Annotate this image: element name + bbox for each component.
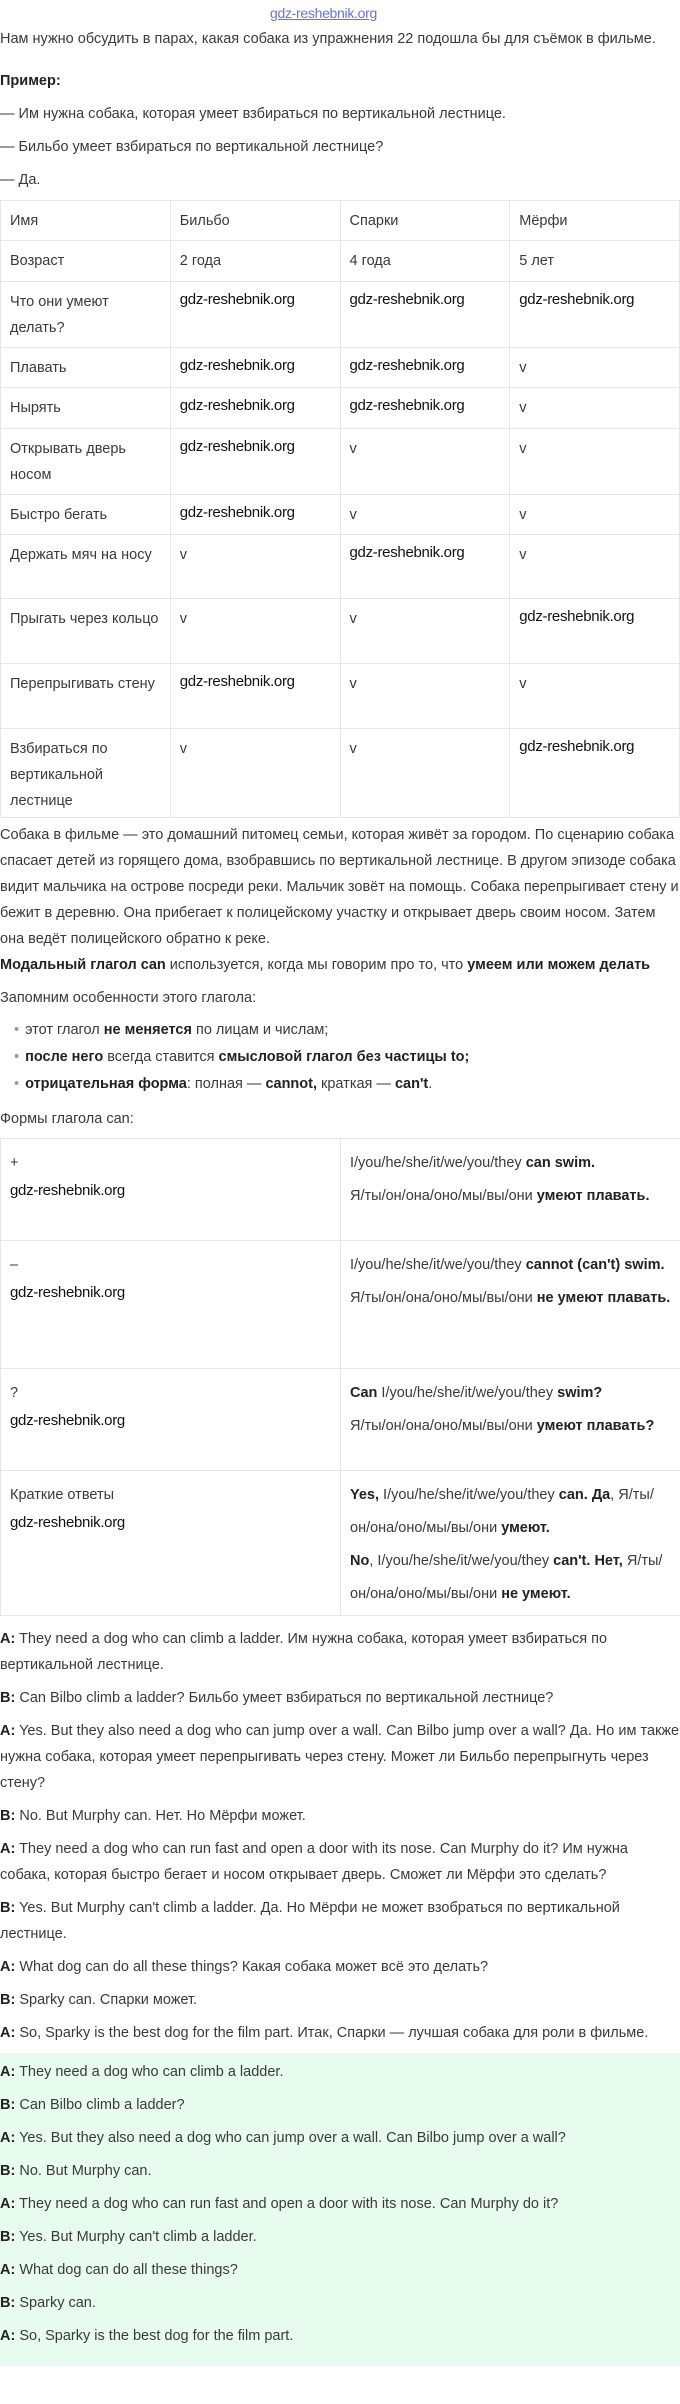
table-row: [1, 599, 680, 664]
table-cell: [340, 388, 510, 429]
watermark: gdz-reshebnik.org: [179, 673, 295, 690]
table-cell: [340, 348, 510, 388]
form-example: I/you/he/she/it/we/you/they cannot (can't) swim. Я/ты/он/она/оно/мы/вы/они не умеют плавать.: [341, 1241, 680, 1369]
watermark: gdz-reshebnik.org: [10, 1284, 125, 1301]
watermark: gdz-reshebnik.org: [179, 357, 295, 374]
dialogue-line: A: Yes. But they also need a dog who can jump over a wall. Can Bilbo jump over a wall? Да. Но им также нужна собака, которая умеет перепрыгивать через стену. Может ли Бильбо перепрыгнуть через стену?: [0, 1723, 680, 1791]
header-cell: Спарки: [340, 201, 510, 241]
table-cell: Держать мяч на носу: [1, 535, 171, 599]
table-row: [1, 429, 680, 495]
dialogue-line: A: They need a dog who can climb a ladder.: [0, 2064, 284, 2080]
dialogue-line: B: No. But Murphy can. Нет. Но Мёрфи может.: [0, 1808, 306, 1824]
table-cell: [510, 729, 680, 818]
table-cell: 4 года: [340, 241, 510, 282]
header-cell: Мёрфи: [510, 201, 680, 241]
table-cell: [510, 599, 680, 664]
remember-text: Запомним особенности этого глагола:: [0, 990, 257, 1006]
table-cell: Быстро бегать: [1, 495, 171, 535]
table-row: [1, 1139, 680, 1241]
table-cell: Взбираться по вертикальной лестнице: [1, 729, 171, 818]
table-cell: [170, 664, 340, 729]
table-cell: [170, 429, 340, 495]
example-block: [0, 68, 680, 193]
example-title: Пример:: [0, 73, 61, 89]
watermark: gdz-reshebnik.org: [519, 608, 635, 625]
table-cell: v: [170, 599, 340, 664]
table-cell: [340, 535, 510, 599]
table-row: [1, 241, 680, 282]
table-cell: v: [510, 348, 680, 388]
table-row: [1, 535, 680, 599]
header-cell: Имя: [1, 201, 171, 241]
table-row: [1, 388, 680, 429]
table-cell: [170, 348, 340, 388]
table-cell: [340, 282, 510, 348]
table-cell: v: [510, 664, 680, 729]
table-cell: 2 года: [170, 241, 340, 282]
table-cell: [170, 282, 340, 348]
watermark: gdz-reshebnik.org: [519, 738, 635, 755]
table-row: [1, 495, 680, 535]
table-cell: Перепрыгивать стену: [1, 664, 171, 729]
table-cell: Возраст: [1, 241, 171, 282]
watermark: gdz-reshebnik.org: [519, 291, 635, 308]
table-cell: v: [510, 388, 680, 429]
rules-block: [0, 952, 680, 1132]
forms-table: [0, 1138, 680, 1616]
table-row: [1, 348, 680, 388]
table-cell: Прыгать через кольцо: [1, 599, 171, 664]
table-cell: v: [510, 535, 680, 599]
form-label: Краткие ответы gdz-reshebnik.org: [1, 1471, 341, 1616]
table-row: [1, 1241, 680, 1369]
example-line: — Бильбо умеет взбираться по вертикальной лестнице?: [0, 139, 384, 155]
table-cell: v: [340, 729, 510, 818]
table-row: [1, 1369, 680, 1471]
dialogue-line: A: They need a dog who can run fast and open a door with its nose. Can Murphy do it? Им нужна собака, которая быстро бегает и носом открывает дверь. Сможет ли Мёрфи это сделать?: [0, 1841, 628, 1883]
form-label: ? gdz-reshebnik.org: [1, 1369, 341, 1471]
dialogue-line: A: They need a dog who can climb a ladder. Им нужна собака, которая умеет взбираться по вертикальной лестнице.: [0, 1631, 608, 1673]
dogs-table: [0, 200, 680, 818]
watermark: gdz-reshebnik.org: [10, 1514, 125, 1531]
features-list: [0, 1017, 680, 1098]
dialogue-line: B: Sparky can.: [0, 2295, 96, 2311]
form-example: Yes, I/you/he/she/it/we/you/they can. Да, Я/ты/он/она/оно/мы/вы/они умеют. No, I/you/he/she/it/we/you/they can't. Нет, Я/ты/он/она/оно/мы/вы/они не умеют.: [341, 1471, 680, 1616]
dialogue-with-translation: [0, 1626, 680, 2046]
watermark: gdz-reshebnik.org: [179, 438, 295, 455]
form-label: – gdz-reshebnik.org: [1, 1241, 341, 1369]
dialogue-line: B: No. But Murphy can.: [0, 2163, 152, 2179]
dialogue-line: B: Yes. But Murphy can't climb a ladder.: [0, 2229, 257, 2245]
table-cell: [170, 495, 340, 535]
form-example: I/you/he/she/it/we/you/they can swim. Я/ты/он/она/оно/мы/вы/они умеют плавать.: [341, 1139, 680, 1241]
table-cell: Плавать: [1, 348, 171, 388]
header-cell: Бильбо: [170, 201, 340, 241]
list-item: • этот глагол не меняется по лицам и числам;: [14, 1017, 680, 1044]
table-cell: v: [340, 495, 510, 535]
dialogue-line: B: Yes. But Murphy can't climb a ladder. Да. Но Мёрфи не может взобраться по вертикальной лестнице.: [0, 1900, 620, 1942]
list-item: • отрицательная форма: полная — cannot, краткая — can't.: [14, 1071, 680, 1098]
list-item: • после него всегда ставится смысловой глагол без частицы to;: [14, 1044, 680, 1071]
table-header-row: [1, 201, 680, 241]
watermark: gdz-reshebnik.org: [179, 291, 295, 308]
intro-text: Нам нужно обсудить в парах, какая собака из упражнения 22 подошла бы для съёмок в фильме.: [0, 31, 656, 47]
table-row: [1, 282, 680, 348]
watermark: gdz-reshebnik.org: [349, 357, 465, 374]
table-cell: 5 лет: [510, 241, 680, 282]
form-example: Can I/you/he/she/it/we/you/they swim? Я/ты/он/она/оно/мы/вы/они умеют плавать?: [341, 1369, 680, 1471]
table-cell: v: [170, 729, 340, 818]
story-text: Собака в фильме — это домашний питомец семьи, которая живёт за городом. По сценарию собака спасает детей из горящего дома, взобравшись по вертикальной лестнице. В другом эпизоде собака видит мальчика на острове посреди реки. Мальчик зовёт на помощь. Собака перепрыгивает стену и бежит в деревню. Она прибегает к полицейскому участку и открывает дверь своим носом. Затем она ведёт полицейского обратно к реке.: [0, 827, 679, 947]
table-cell: v: [340, 664, 510, 729]
example-line: — Да.: [0, 172, 41, 188]
dialogue-line: A: Yes. But they also need a dog who can jump over a wall. Can Bilbo jump over a wall?: [0, 2130, 566, 2146]
watermark: gdz-reshebnik.org: [349, 291, 465, 308]
dialogue-line: A: What dog can do all these things? Какая собака может всё это делать?: [0, 1959, 489, 1975]
table-row: [1, 664, 680, 729]
table-row: [1, 1471, 680, 1616]
table-cell: Что они умеют делать?: [1, 282, 171, 348]
table-cell: v: [510, 495, 680, 535]
dialogue-english-answer: [0, 2053, 680, 2366]
watermark: gdz-reshebnik.org: [179, 504, 295, 521]
table-cell: Нырять: [1, 388, 171, 429]
watermark: gdz-reshebnik.org: [349, 544, 465, 561]
table-row: [1, 729, 680, 818]
forms-title: Формы глагола can:: [0, 1111, 134, 1127]
dialogue-line: B: Can Bilbo climb a ladder? Бильбо умеет взбираться по вертикальной лестнице?: [0, 1690, 554, 1706]
watermark: gdz-reshebnik.org: [179, 397, 295, 414]
dialogue-line: A: So, Sparky is the best dog for the film part.: [0, 2328, 294, 2344]
watermark: gdz-reshebnik.org: [10, 1412, 125, 1429]
dialogue-line: B: Can Bilbo climb a ladder?: [0, 2097, 185, 2113]
watermark: gdz-reshebnik.org: [10, 1182, 125, 1199]
form-label: + gdz-reshebnik.org: [1, 1139, 341, 1241]
dialogue-line: A: They need a dog who can run fast and open a door with its nose. Can Murphy do it?: [0, 2196, 559, 2212]
table-cell: Открывать дверь носом: [1, 429, 171, 495]
dialogue-line: B: Sparky can. Спарки может.: [0, 1992, 198, 2008]
header-watermark-link[interactable]: gdz-reshebnik.org: [270, 5, 377, 21]
table-cell: [170, 388, 340, 429]
table-cell: v: [340, 429, 510, 495]
table-cell: v: [510, 429, 680, 495]
example-line: — Им нужна собака, которая умеет взбираться по вертикальной лестнице.: [0, 106, 506, 122]
dialogue-line: A: What dog can do all these things?: [0, 2262, 238, 2278]
watermark: gdz-reshebnik.org: [349, 397, 465, 414]
dialogue-line: A: So, Sparky is the best dog for the film part. Итак, Спарки — лучшая собака для роли в фильме.: [0, 2025, 649, 2041]
table-cell: v: [170, 535, 340, 599]
modal-verb-rule: Модальный глагол can используется, когда мы говорим про то, что умеем или можем делать: [0, 957, 651, 973]
table-cell: [510, 282, 680, 348]
table-cell: v: [340, 599, 510, 664]
